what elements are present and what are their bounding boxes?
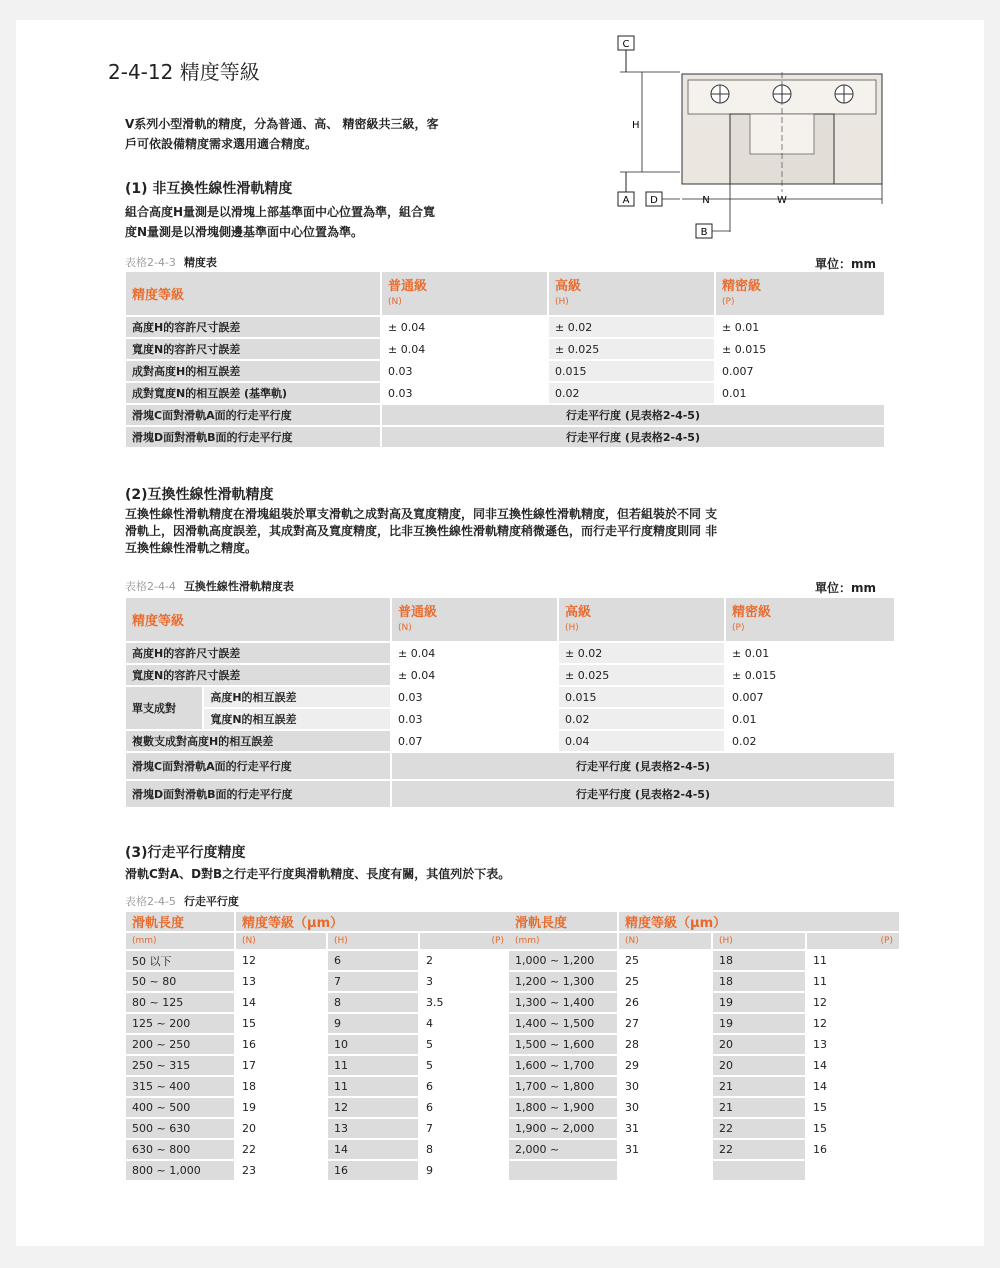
table-cell: 15	[807, 1098, 899, 1117]
table-row	[126, 993, 510, 1012]
table-cell: 16	[328, 1161, 418, 1180]
table-cell: 11	[807, 972, 899, 991]
table-cell	[619, 1161, 711, 1180]
table-cell: 15	[236, 1014, 326, 1033]
table-cell: 19	[713, 993, 805, 1012]
table-cell: 5	[420, 1056, 510, 1075]
table-row	[509, 1014, 899, 1033]
table-cell: 10	[328, 1035, 418, 1054]
table-cell: 8	[328, 993, 418, 1012]
table-cell: 125 ~ 200	[126, 1014, 234, 1033]
table-cell: 500 ~ 630	[126, 1119, 234, 1138]
table-row: 滑塊C面對滑軌A面的行走平行度 行走平行度 (見表格2-4-5)	[126, 753, 894, 779]
table-cell: 29	[619, 1056, 711, 1075]
group-label: 單支成對	[126, 687, 202, 729]
table-row: 成對高度H的相互誤差 0.03 0.015 0.007	[126, 361, 884, 381]
label-w: W	[777, 195, 787, 206]
table-cell: 13	[328, 1119, 418, 1138]
table1-unit: 單位：mm	[815, 257, 877, 271]
table-row	[126, 1140, 510, 1159]
table-row	[509, 1140, 899, 1159]
table-cell: 1,700 ~ 1,800	[509, 1077, 617, 1096]
table-cell: 13	[236, 972, 326, 991]
table-cell: 28	[619, 1035, 711, 1054]
table-cell: 12	[328, 1098, 418, 1117]
table-cell: 25	[619, 951, 711, 970]
table-cell: 200 ~ 250	[126, 1035, 234, 1054]
table-row	[509, 1035, 899, 1054]
table-cell: 5	[420, 1035, 510, 1054]
grade-p-header: 精密級 (P)	[726, 598, 894, 641]
table-cell: 12	[236, 951, 326, 970]
table-cell: 9	[420, 1161, 510, 1180]
table-cell: 6	[420, 1077, 510, 1096]
table-cell: 12	[807, 993, 899, 1012]
table-row	[126, 1035, 510, 1054]
table-row	[126, 1014, 510, 1033]
grade-header: 精度等級	[126, 598, 390, 641]
table-cell: 1,800 ~ 1,900	[509, 1098, 617, 1117]
table-cell: 25	[619, 972, 711, 991]
table-row: 寬度N的容許尺寸誤差 ± 0.04 ± 0.025 ± 0.015	[126, 665, 894, 685]
table-row	[509, 1056, 899, 1075]
section-3-text: 滑軌C對A、D對B之行走平行度與滑軌精度、長度有關，其值列於下表。	[125, 867, 511, 881]
table-cell: 2,000 ~	[509, 1140, 617, 1159]
table-cell: 6	[328, 951, 418, 970]
table-cell: 16	[236, 1035, 326, 1054]
table-row	[126, 1098, 510, 1117]
table-cell: 80 ~ 125	[126, 993, 234, 1012]
table-cell: 2	[420, 951, 510, 970]
precision-table	[124, 270, 886, 449]
rail-block-diagram	[600, 32, 900, 244]
table-cell: 20	[236, 1119, 326, 1138]
table-cell: 22	[713, 1140, 805, 1159]
table-row: 成對寬度N的相互誤差 (基準軌) 0.03 0.02 0.01	[126, 383, 884, 403]
table-row: 單支成對 高度H的相互誤差 0.03 0.015 0.007	[126, 687, 894, 707]
table-cell: 17	[236, 1056, 326, 1075]
table-cell: 22	[236, 1140, 326, 1159]
grade-p-header: 精密級 (P)	[716, 272, 884, 315]
table-cell: 800 ~ 1,000	[126, 1161, 234, 1180]
section-1-heading: (1) 非互換性線性滑軌精度	[125, 181, 293, 197]
intro-text: V系列小型滑軌的精度，分為普通、高、 精密級共三級，客 戶可依設備精度需求選用適合精度。	[125, 117, 439, 151]
table-cell: 18	[713, 951, 805, 970]
table-cell: 3	[420, 972, 510, 991]
table-cell: 1,600 ~ 1,700	[509, 1056, 617, 1075]
table2-caption: 表格2-4-4 互換性線性滑軌精度表	[125, 580, 294, 593]
table-cell: 315 ~ 400	[126, 1077, 234, 1096]
table-cell: 1,500 ~ 1,600	[509, 1035, 617, 1054]
table-cell: 8	[420, 1140, 510, 1159]
table-cell: 30	[619, 1098, 711, 1117]
table-cell: 400 ~ 500	[126, 1098, 234, 1117]
section-1-text: 組合高度H量測是以滑塊上部基準面中心位置為準，組合寬 度N量測是以滑塊側邊基準面中心位置為準。	[125, 205, 436, 239]
table-cell: 7	[420, 1119, 510, 1138]
table-cell: 7	[328, 972, 418, 991]
table-cell: 11	[328, 1056, 418, 1075]
table2-unit: 單位：mm	[815, 581, 877, 595]
table-row	[509, 1119, 899, 1138]
table-cell: 19	[713, 1014, 805, 1033]
table-row	[126, 1056, 510, 1075]
table-cell: 1,300 ~ 1,400	[509, 993, 617, 1012]
table-cell: 19	[236, 1098, 326, 1117]
table-cell: 13	[807, 1035, 899, 1054]
table-row	[509, 1161, 899, 1180]
table-cell: 26	[619, 993, 711, 1012]
table-row: 複數支成對高度H的相互誤差 0.07 0.04 0.02	[126, 731, 894, 751]
table-cell: 18	[236, 1077, 326, 1096]
grade-header: 精度等級	[126, 272, 380, 315]
table-cell: 21	[713, 1077, 805, 1096]
table-cell: 20	[713, 1035, 805, 1054]
table-row: 寬度N的容許尺寸誤差 ± 0.04 ± 0.025 ± 0.015	[126, 339, 884, 359]
table-row: 滑塊D面對滑軌B面的行走平行度 行走平行度 (見表格2-4-5)	[126, 427, 884, 447]
page-title: 2-4-12 精度等級	[108, 60, 260, 84]
parallelism-table-right: 滑軌長度 精度等級（μm） (mm) (N) (H) (P) 1,000 ~ 1,200 25 18 11 1,200 ~ 1,300 25 18 11 1,300 ~ 1,400 26 19 12 1,400 ~ 1,500 27 19 12 1,500 ~ 1,600 28 20 13 1,600 ~ 1,700 29 20 14 1,700 ~ 1,800 30 21 14 1,800 ~ 1,900 30 21 15 1,900 ~ 2,000 31 22 15 2,000 ~ 31 22 16	[507, 910, 901, 1182]
table-row	[126, 951, 510, 970]
table1-caption: 表格2-4-3 精度表	[125, 256, 217, 269]
table-cell: 23	[236, 1161, 326, 1180]
table3-caption: 表格2-4-5 行走平行度	[125, 895, 239, 908]
grade-n-header: 普通級 (N)	[382, 272, 547, 315]
section-2-text: 互換性線性滑軌精度在滑塊組裝於單支滑軌之成對高及寬度精度，同非互換性線性滑軌精度，但若組裝於不同 支 滑軌上，因滑軌高度誤差，其成對高及寬度精度，比非互換性線性滑軌精度稍微遜色，而行走平行度精度則同 非 互換性線性滑軌之精度。	[125, 507, 718, 555]
grade-h-header: 高級 (H)	[549, 272, 714, 315]
table-cell: 1,400 ~ 1,500	[509, 1014, 617, 1033]
table-cell: 31	[619, 1140, 711, 1159]
table-cell	[509, 1161, 617, 1180]
table-cell: 3.5	[420, 993, 510, 1012]
table-row: 滑塊C面對滑軌A面的行走平行度 行走平行度 (見表格2-4-5)	[126, 405, 884, 425]
table-cell: 12	[807, 1014, 899, 1033]
table-cell: 250 ~ 315	[126, 1056, 234, 1075]
table-cell: 14	[236, 993, 326, 1012]
table-cell: 4	[420, 1014, 510, 1033]
table-row	[509, 993, 899, 1012]
table-cell: 16	[807, 1140, 899, 1159]
table-cell: 9	[328, 1014, 418, 1033]
section-3-heading: (3)行走平行度精度	[125, 845, 246, 861]
table-row: 寬度N的相互誤差 0.03 0.02 0.01	[126, 709, 894, 729]
label-n: N	[702, 195, 710, 206]
table-cell: 31	[619, 1119, 711, 1138]
parallelism-table-left: 滑軌長度 精度等級（μm） (mm) (N) (H) (P) 50 以下 12 6 2 50 ~ 80 13 7 3 80 ~ 125 14 8 3.5 125 ~ 200 15 9 4 200 ~ 250 16 10 5 250 ~ 315 17 11 5 315 ~ 400 18 11 6 400 ~ 500 19 12 6 500 ~ 630 20 13 7 630 ~ 800 22 14 8 800 ~ 1,000 23 16 9	[124, 910, 512, 1182]
label-b: B	[700, 227, 708, 238]
grade-n-header: 普通級 (N)	[392, 598, 557, 641]
table-cell: 20	[713, 1056, 805, 1075]
table-cell: 11	[328, 1077, 418, 1096]
table-row	[509, 951, 899, 970]
table-row	[126, 1077, 510, 1096]
table-row	[126, 972, 510, 991]
table-cell: 27	[619, 1014, 711, 1033]
table-row: 高度H的容許尺寸誤差 ± 0.04 ± 0.02 ± 0.01	[126, 317, 884, 337]
label-d: D	[650, 195, 658, 206]
table-cell: 15	[807, 1119, 899, 1138]
table-cell: 1,000 ~ 1,200	[509, 951, 617, 970]
label-a: A	[622, 195, 630, 206]
table-row	[509, 1077, 899, 1096]
label-h: H	[632, 120, 640, 131]
table-cell: 11	[807, 951, 899, 970]
table-cell	[713, 1161, 805, 1180]
section-2-heading: (2)互換性線性滑軌精度	[125, 487, 274, 503]
table-cell: 1,900 ~ 2,000	[509, 1119, 617, 1138]
table-row	[509, 1098, 899, 1117]
table-cell: 1,200 ~ 1,300	[509, 972, 617, 991]
grade-h-header: 高級 (H)	[559, 598, 724, 641]
table-cell: 18	[713, 972, 805, 991]
table-row	[126, 1161, 510, 1180]
table-cell: 14	[807, 1077, 899, 1096]
table-cell: 21	[713, 1098, 805, 1117]
table-row: 滑塊D面對滑軌B面的行走平行度 行走平行度 (見表格2-4-5)	[126, 781, 894, 807]
table-cell: 22	[713, 1119, 805, 1138]
interchangeable-precision-table	[124, 596, 896, 809]
table-cell: 30	[619, 1077, 711, 1096]
table-cell: 630 ~ 800	[126, 1140, 234, 1159]
table-row: 高度H的容許尺寸誤差 ± 0.04 ± 0.02 ± 0.01	[126, 643, 894, 663]
label-c: C	[622, 39, 630, 50]
table-cell: 14	[328, 1140, 418, 1159]
table-cell: 14	[807, 1056, 899, 1075]
table-cell: 50 以下	[126, 951, 234, 970]
table-row	[509, 972, 899, 991]
table-cell: 50 ~ 80	[126, 972, 234, 991]
table-cell	[807, 1161, 899, 1180]
table-row	[126, 1119, 510, 1138]
table-cell: 6	[420, 1098, 510, 1117]
